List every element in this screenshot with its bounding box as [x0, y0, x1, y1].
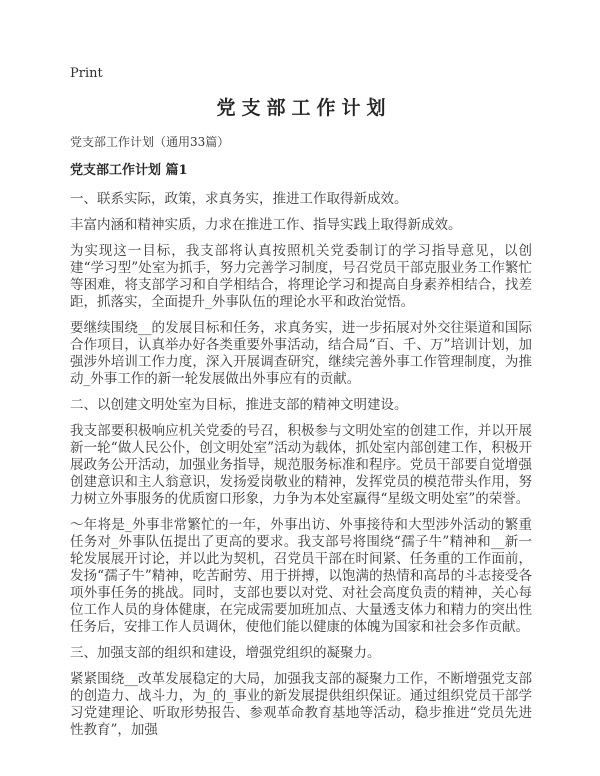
paragraph: 紧紧围绕__改革发展稳定的大局，加强我支部的凝聚力工作，不断增强党支部的创造力、战斗力，为_的_事业的新发展提供组织保证。通过组织党员干部学习党建理论、听取形势报告、参观革命教育基地等活动，稳步推进“党员先进性教育”，加强 [70, 671, 532, 738]
document-subtitle: 党支部工作计划（通用33篇） [70, 135, 230, 149]
paragraph: 为实现这一目标，我支部将认真按照机关党委制订的学习指导意见，以创建“学习型”处室为抓手，努力完善学习制度，号召党员干部克服业务工作繁忙等困难，将支部学习和自学相结合，将理论学习和提高自身素养相结合，找差距，抓落实，全面提升_外事队伍的理论水平和政治觉悟。 [70, 243, 532, 310]
page-title: 党支部工作计划 [216, 97, 392, 119]
paragraph: 我支部要积极响应机关党委的号召，积极参与文明处室的创建工作，并以开展新一轮“做人民公仆，创文明处室”活动为载体，抓处室内部创建工作，积极开展政务公开活动，加强业务指导，规范服务标准和程序。党员干部要自觉增强创建意识和主人翁意识，发扬爱岗敬业的精神，发挥党员的模范带头作用，努力树立外事服务的优质窗口形象，力争为本处室赢得“星级文明处室”的荣誉。 [70, 423, 532, 507]
paragraph-section2-heading: 二、以创建文明处室为目标，推进支部的精神文明建设。 [70, 397, 408, 413]
paragraph: 丰富内涵和精神实质，力求在推进工作、指导实践上取得新成效。 [70, 217, 462, 233]
print-link[interactable]: Print [70, 66, 103, 81]
document-body [70, 191, 532, 739]
paragraph-section3-heading: 三、加强支部的组织和建设，增强党组织的凝聚力。 [70, 645, 381, 661]
paragraph: ～年将是_外事非常繁忙的一年，外事出访、外事接待和大型涉外活动的繁重任务对_外事队伍提出了更高的要求。我支部号将围绕“孺子牛”精神和__新一轮发展展开讨论，并以此为契机，召党员干部在时间紧、任务重的工作面前，发扬“孺子牛”精神，吃苦耐劳、用于拼搏，以饱满的热情和高昂的斗志接受各项外事任务的挑战。同时，支部也要以对党、对社会高度负责的精神，关心每位工作人员的身体健康，在完成需要加班加点、大量透支体力和精力的突出性任务后，安排工作人员调休，使他们能以健康的体魄为国家和社会多作贡献。 [70, 517, 532, 635]
section-heading: 党支部工作计划 篇1 [70, 163, 188, 178]
paragraph: 要继续围绕__的发展目标和任务，求真务实，进一步拓展对外交往渠道和国际合作项目，认真举办好各类重要外事活动，结合局“百、千、万”培训计划，加强涉外培训工作力度，深入开展调查研究，继续完善外事工作管理制度，为推动_外事工作的新一轮发展做出外事应有的贡献。 [70, 320, 532, 387]
paragraph-section1-heading: 一、联系实际，政策，求真务实，推进工作取得新成效。 [70, 191, 408, 207]
